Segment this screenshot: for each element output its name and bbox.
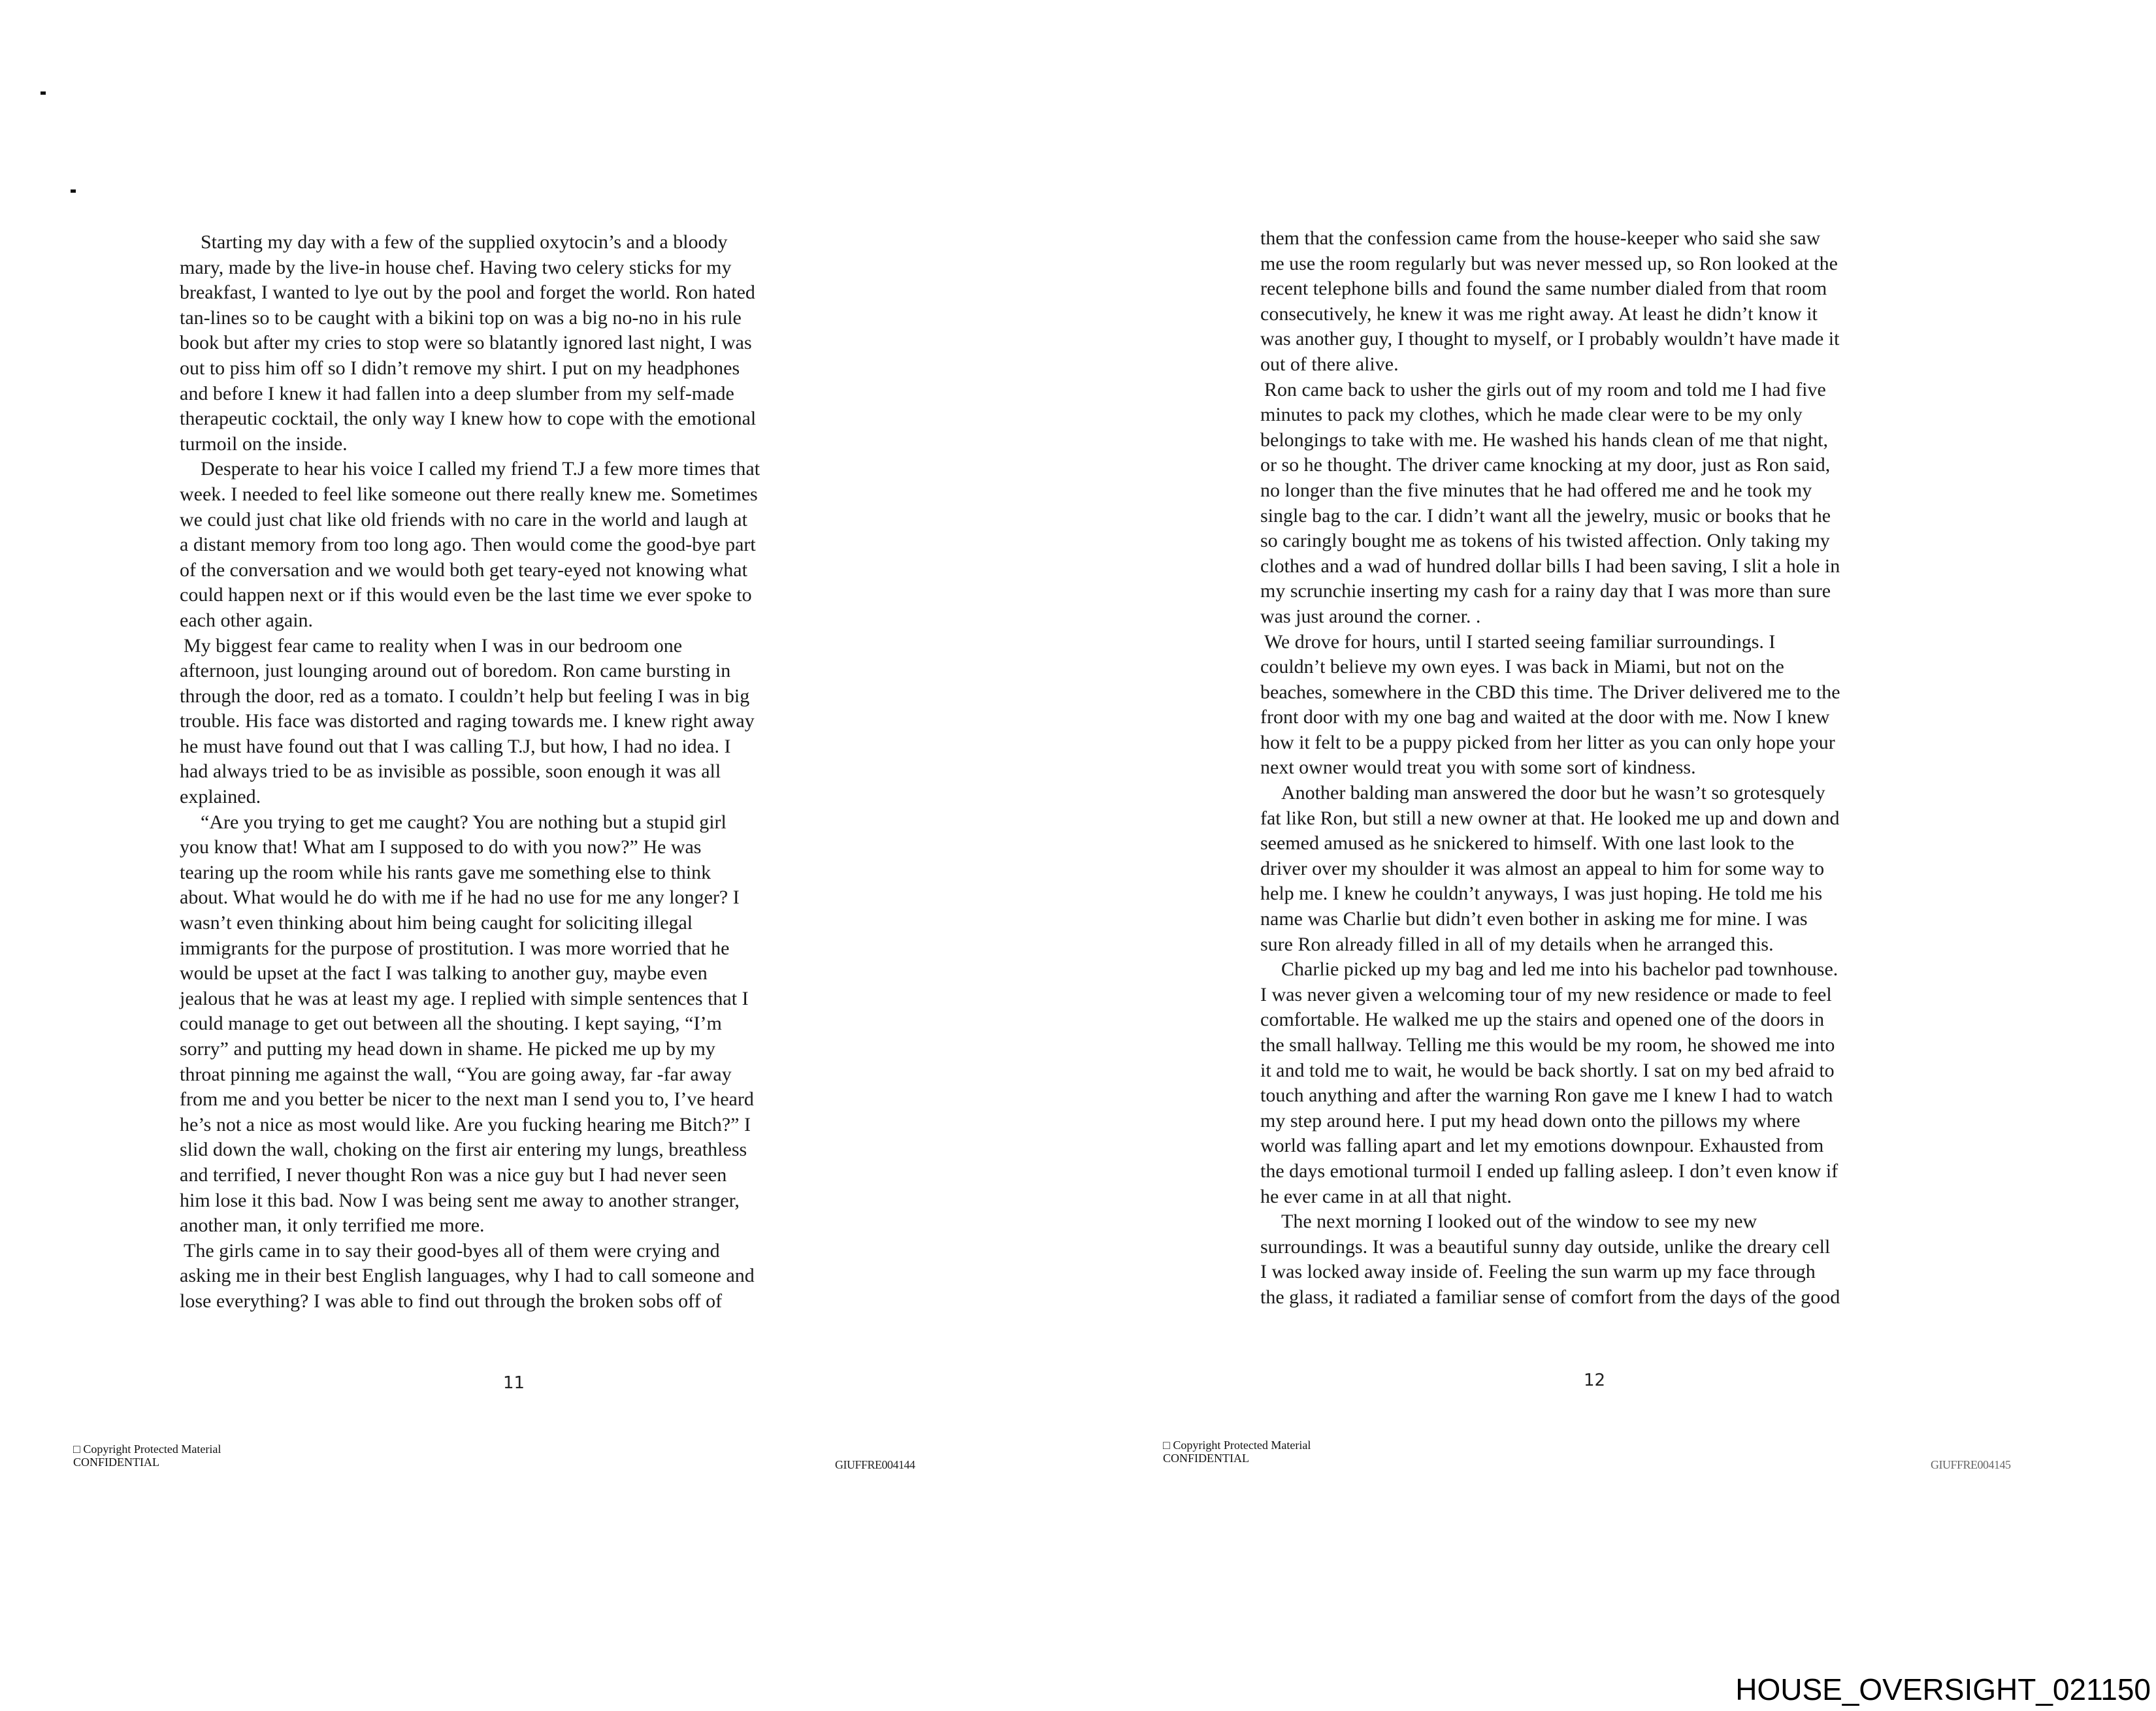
text-line: next owner would treat you with some sort of kindness.	[1260, 757, 1696, 779]
right-page-body	[1260, 226, 1933, 1311]
text-line: of the conversation and we would both get teary-eyed not knowing what	[180, 559, 747, 581]
scan-mark	[41, 91, 46, 95]
copyright-notice: □ Copyright Protected Material	[73, 1442, 221, 1456]
text-line: seemed amused as he snickered to himself. With one last look to the	[1260, 832, 1795, 855]
text-line: sorry” and putting my head down in shame. He picked me up by my	[180, 1038, 715, 1060]
text-line: I was never given a welcoming tour of my new residence or made to feel	[1260, 983, 1832, 1005]
text-line: I was locked away inside of. Feeling the sun warm up my face through	[1260, 1261, 1816, 1283]
text-line: tan-lines so to be caught with a bikini top on was a big no-no in his rule	[180, 306, 742, 329]
text-line: wasn’t even thinking about him being caught for soliciting illegal	[180, 912, 693, 934]
text-line: and terrified, I never thought Ron was a nice guy but I had never seen	[180, 1164, 727, 1186]
text-line: it and told me to wait, he would be back shortly. I sat on my bed afraid to	[1260, 1059, 1835, 1081]
text-line: tearing up the room while his rants gave me something else to think	[180, 861, 711, 883]
text-line: sure Ron already filled in all of my details when he arranged this.	[1260, 933, 1774, 955]
text-line: turmoil on the inside.	[180, 432, 348, 455]
text-line: each other again.	[180, 609, 314, 631]
text-line: Starting my day with a few of the supplied oxytocin’s and a bloody	[201, 231, 728, 253]
text-line: them that the confession came from the house-keeper who said she saw	[1260, 227, 1821, 249]
text-line: recent telephone bills and found the same number dialed from that room	[1260, 278, 1827, 300]
text-line: The girls came in to say their good-byes all of them were crying and	[184, 1239, 720, 1262]
text-line: touch anything and after the warning Ron gave me I knew I had to watch	[1260, 1084, 1833, 1107]
text-line: he’s not a nice as most would like. Are you fucking hearing me Bitch?” I	[180, 1113, 751, 1135]
text-line: was another guy, I thought to myself, or I probably wouldn’t have made it	[1260, 328, 1840, 350]
text-line: out of there alive.	[1260, 353, 1399, 375]
text-line: me use the room regularly but was never messed up, so Ron looked at the	[1260, 252, 1838, 274]
text-line: trouble. His face was distorted and raging towards me. I knew right away	[180, 710, 755, 732]
house-oversight-stamp: HOUSE_OVERSIGHT_021150	[1735, 1672, 2151, 1706]
text-line: consecutively, he knew it was me right away. At least he didn’t know it	[1260, 302, 1818, 325]
bates-number: GIUFFRE004145	[1931, 1458, 2011, 1471]
text-line: breakfast, I wanted to lye out by the pool and forget the world. Ron hated	[180, 282, 755, 304]
text-line: therapeutic cocktail, the only way I knew how to cope with the emotional	[180, 408, 757, 430]
text-line: had always tried to be as invisible as possible, soon enough it was all	[180, 760, 721, 783]
confidential-label: CONFIDENTIAL	[1163, 1452, 1249, 1465]
text-line: Ron came back to usher the girls out of my room and told me I had five	[1264, 378, 1826, 400]
text-line: “Are you trying to get me caught? You are nothing but a stupid girl	[201, 811, 727, 833]
text-line: clothes and a wad of hundred dollar bills I had been saving, I slit a hole in	[1260, 555, 1840, 577]
text-line: the glass, it radiated a familiar sense of comfort from the days of the good	[1260, 1286, 1840, 1308]
text-line: minutes to pack my clothes, which he made clear were to be my only	[1260, 404, 1803, 426]
text-line: him lose it this bad. Now I was being sent me away to another stranger,	[180, 1189, 740, 1211]
text-line: driver over my shoulder it was almost an appeal to him for some way to	[1260, 857, 1825, 879]
text-line: would be upset at the fact I was talking to another guy, maybe even	[180, 962, 708, 985]
left-page-body	[180, 230, 846, 1314]
text-line: immigrants for the purpose of prostitution. I was more worried that he	[180, 937, 730, 959]
text-line: jealous that he was at least my age. I replied with simple sentences that I	[180, 987, 749, 1009]
text-line: The next morning I looked out of the window to see my new	[1281, 1211, 1757, 1233]
text-line: front door with my one bag and waited at the door with me. Now I knew	[1260, 706, 1830, 728]
text-line: so caringly bought me as tokens of his twisted affection. Only taking my	[1260, 530, 1830, 552]
text-line: could manage to get out between all the shouting. I kept saying, “I’m	[180, 1013, 722, 1035]
text-line: or so he thought. The driver came knocking at my door, just as Ron said,	[1260, 454, 1831, 476]
text-line: fat like Ron, but still a new owner at that. He looked me up and down and	[1260, 807, 1840, 829]
text-line: book but after my cries to stop were so blatantly ignored last night, I was	[180, 332, 752, 354]
text-line: single bag to the car. I didn’t want all the jewelry, music or books that he	[1260, 504, 1831, 527]
confidential-label: CONFIDENTIAL	[73, 1456, 159, 1469]
text-line: Another balding man answered the door but he wasn’t so grotesquely	[1281, 782, 1825, 804]
text-line: throat pinning me against the wall, “You are going away, far -far away	[180, 1063, 732, 1085]
text-line: Desperate to hear his voice I called my friend T.J a few more times that	[201, 458, 760, 480]
text-line: from me and you better be nicer to the next man I send you to, I’ve heard	[180, 1088, 754, 1111]
text-line: beaches, somewhere in the CBD this time. The Driver delivered me to the	[1260, 681, 1840, 703]
text-line: afternoon, just lounging around out of boredom. Ron came bursting in	[180, 660, 731, 682]
right-footer	[1163, 1439, 1311, 1465]
text-line: was just around the corner. .	[1260, 605, 1481, 627]
text-line: Charlie picked up my bag and led me into his bachelor pad townhouse.	[1281, 958, 1838, 981]
text-line: through the door, red as a tomato. I couldn’t help but feeling I was in big	[180, 685, 750, 707]
text-line: help me. I knew he couldn’t anyways, I was just hoping. He told me his	[1260, 883, 1823, 905]
text-line: comfortable. He walked me up the stairs and opened one of the doors in	[1260, 1009, 1825, 1031]
text-line: My biggest fear came to reality when I was in our bedroom one	[184, 634, 683, 657]
page-number-12: 12	[1584, 1371, 1606, 1390]
text-line: about. What would he do with me if he had no use for me any longer? I	[180, 887, 740, 909]
text-line: surroundings. It was a beautiful sunny day outside, unlike the dreary cell	[1260, 1235, 1831, 1258]
copyright-notice: □ Copyright Protected Material	[1163, 1439, 1311, 1452]
text-line: could happen next or if this would even be the last time we ever spoke to	[180, 584, 752, 606]
text-line: We drove for hours, until I started seeing familiar surroundings. I	[1264, 630, 1776, 653]
text-line: another man, it only terrified me more.	[180, 1214, 485, 1237]
text-line: a distant memory from too long ago. Then would come the good-bye part	[180, 534, 756, 556]
text-line: my step around here. I put my head down onto the pillows my where	[1260, 1109, 1801, 1132]
text-line: no longer than the five minutes that he had offered me and he took my	[1260, 479, 1812, 501]
left-footer	[73, 1442, 221, 1469]
text-line: you know that! What am I supposed to do with you now?” He was	[180, 836, 702, 858]
text-line: belongings to take with me. He washed his hands clean of me that night,	[1260, 429, 1828, 451]
text-line: world was falling apart and let my emotions downpour. Exhausted from	[1260, 1135, 1824, 1157]
page-number-11: 11	[503, 1373, 525, 1393]
text-line: lose everything? I was able to find out through the broken sobs off of	[180, 1290, 723, 1312]
text-line: he ever came in at all that night.	[1260, 1185, 1512, 1207]
text-line: he must have found out that I was calling T.J, but how, I had no idea. I	[180, 735, 731, 757]
text-line: we could just chat like old friends with no care in the world and laugh at	[180, 508, 747, 530]
scan-mark	[71, 189, 76, 193]
text-line: week. I needed to feel like someone out there really knew me. Sometimes	[180, 483, 758, 505]
text-line: name was Charlie but didn’t even bother in asking me for mine. I was	[1260, 908, 1808, 930]
text-line: slid down the wall, choking on the first air entering my lungs, breathless	[180, 1139, 747, 1161]
text-line: the days emotional turmoil I ended up falling asleep. I don’t even know if	[1260, 1160, 1838, 1182]
text-line: explained.	[180, 786, 261, 808]
text-line: my scrunchie inserting my cash for a rainy day that I was more than sure	[1260, 580, 1831, 602]
text-line: out to piss him off so I didn’t remove my shirt. I put on my headphones	[180, 357, 740, 379]
text-line: the small hallway. Telling me this would be my room, he showed me into	[1260, 1034, 1835, 1056]
text-line: and before I knew it had fallen into a deep slumber from my self-made	[180, 382, 734, 404]
bates-number: GIUFFRE004144	[835, 1458, 915, 1471]
text-line: how it felt to be a puppy picked from her litter as you can only hope your	[1260, 731, 1835, 753]
text-line: couldn’t believe my own eyes. I was back in Miami, but not on the	[1260, 656, 1784, 678]
text-line: asking me in their best English languages, why I had to call someone and	[180, 1265, 755, 1287]
text-line: mary, made by the live-in house chef. Having two celery sticks for my	[180, 256, 732, 278]
